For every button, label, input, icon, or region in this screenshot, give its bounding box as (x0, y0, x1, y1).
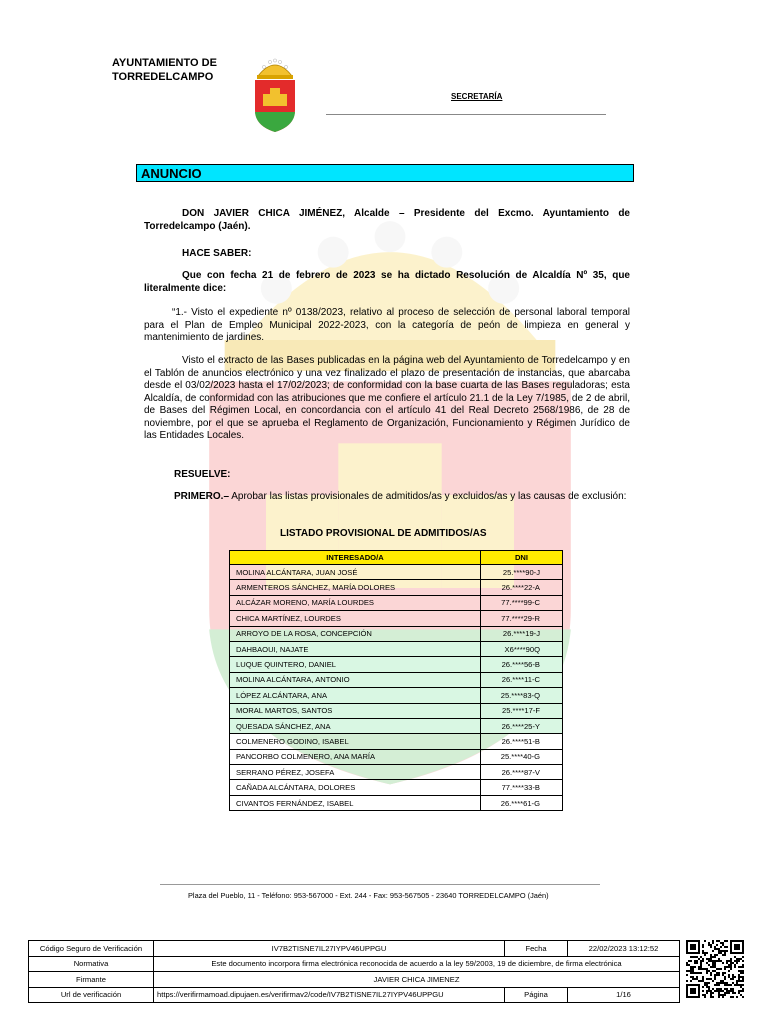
csv-url-value[interactable]: https://verifirmamoad.dipujaen.es/verifirmav2/code/IV7B2TISNE7IL27IYPV46UPPGU (154, 987, 505, 1003)
table-row (230, 688, 563, 703)
footer-address: Plaza del Pueblo, 11 - Teléfono: 953-567000 - Ext. 244 - Fax: 953-567505 - 23640 TORREDELCAMPO (Jaén) (188, 891, 549, 900)
row-dni: 26.****25-Y (481, 718, 563, 733)
qr-code-icon (686, 940, 744, 998)
csv-date-label: Fecha (505, 941, 568, 957)
verification-row-norm (29, 956, 680, 972)
row-dni: 26.****61-G (481, 795, 563, 810)
table-row (230, 595, 563, 610)
admitted-list-body (230, 565, 563, 811)
row-dni: 25.****83-Q (481, 688, 563, 703)
resuelve-heading: RESUELVE: (174, 469, 231, 480)
row-name: ARMENTEROS SÁNCHEZ, MARÍA DOLORES (230, 580, 481, 595)
list-title: LISTADO PROVISIONAL DE ADMITIDOS/AS (280, 528, 487, 539)
row-name: MOLINA ALCÁNTARA, ANTONIO (230, 672, 481, 687)
csv-code-label: Código Seguro de Verificación (29, 941, 154, 957)
table-row (230, 657, 563, 672)
org-name-line2: TORREDELCAMPO (112, 71, 214, 83)
row-dni: 25.****17-F (481, 703, 563, 718)
row-name: MOLINA ALCÁNTARA, JUAN JOSÉ (230, 565, 481, 580)
verification-row-code (29, 941, 680, 957)
csv-url-label: Url de verificación (29, 987, 154, 1003)
row-name: MORAL MARTOS, SANTOS (230, 703, 481, 718)
column-header-name: INTERESADO/A (230, 551, 481, 565)
row-name: CAÑADA ALCÁNTARA, DOLORES (230, 780, 481, 795)
csv-norm-value: Este documento incorpora firma electrónica reconocida de acuerdo a la ley 59/2003, 19 de diciembre, de firma electrónica (154, 956, 680, 972)
table-row (230, 565, 563, 580)
announcement-banner: ANUNCIO (136, 164, 634, 182)
table-row (230, 611, 563, 626)
intro-paragraph: DON JAVIER CHICA JIMÉNEZ, Alcalde – Presidente del Excmo. Ayuntamiento de Torredelcampo (Jaén). (144, 208, 630, 232)
row-name: SERRANO PÉREZ, JOSEFA (230, 765, 481, 780)
csv-signer-value: JAVIER CHICA JIMENEZ (154, 972, 680, 988)
table-row (230, 718, 563, 733)
department-label: SECRETARÍA (451, 92, 503, 101)
table-row (230, 626, 563, 641)
org-name (112, 56, 217, 84)
row-dni: 26.****19-J (481, 626, 563, 641)
org-name-line1: AYUNTAMIENTO DE (112, 57, 217, 69)
row-dni: X6****90Q (481, 641, 563, 656)
row-dni: 25.****40-G (481, 749, 563, 764)
primero-paragraph (174, 491, 630, 504)
table-row (230, 641, 563, 656)
primero-text: Aprobar las listas provisionales de admitidos/as y excluidos/as y las causas de exclusión: (229, 491, 627, 502)
row-dni: 77.****99-C (481, 595, 563, 610)
csv-page-value: 1/16 (568, 987, 680, 1003)
header-divider (326, 114, 606, 115)
table-row (230, 795, 563, 810)
row-dni: 77.****33-B (481, 780, 563, 795)
row-dni: 26.****56-B (481, 657, 563, 672)
table-header-row (230, 551, 563, 565)
csv-page-label: Página (505, 987, 568, 1003)
row-name: LUQUE QUINTERO, DANIEL (230, 657, 481, 672)
table-row (230, 734, 563, 749)
row-dni: 26.****22-A (481, 580, 563, 595)
row-dni: 26.****11-C (481, 672, 563, 687)
table-row (230, 780, 563, 795)
table-row (230, 672, 563, 687)
row-dni: 77.****29-R (481, 611, 563, 626)
row-dni: 25.****90-J (481, 565, 563, 580)
table-row (230, 765, 563, 780)
csv-code-value: IV7B2TISNE7IL27IYPV46UPPGU (154, 941, 505, 957)
csv-signer-label: Firmante (29, 972, 154, 988)
hace-saber-heading: HACE SABER: (182, 248, 252, 259)
row-name: COLMENERO GODINO, ISABEL (230, 734, 481, 749)
row-name: ARROYO DE LA ROSA, CONCEPCIÓN (230, 626, 481, 641)
paragraph-bases: Visto el extracto de las Bases publicadas en la página web del Ayuntamiento de Torredelcampo y en el Tablón de anuncios electrónico y una vez finalizado el plazo de presentación de instancias, que abarcaba desde el 03/02/2023 hasta el 17/02/2023; de conformidad con la base cuarta de las Bases reguladoras; esta Alcaldía, de conformidad con las atribuciones que me confiere el artículo 21.1 de la Ley 7/1985, de 2 de abril, de Bases del Régimen Local, en concordancia con el artículo 41 del Real Decreto 2568/1986, de 28 de noviembre, por el que se aprueba el Reglamento de Organización, Funcionamiento y Régimen Jurídico de las Entidades Locales. (144, 355, 630, 441)
column-header-dni: DNI (481, 551, 563, 565)
csv-date-value: 22/02/2023 13:12:52 (568, 941, 680, 957)
row-name: PANCORBO COLMENERO, ANA MARÍA (230, 749, 481, 764)
table-row (230, 703, 563, 718)
row-name: LÓPEZ ALCÁNTARA, ANA (230, 688, 481, 703)
table-row (230, 749, 563, 764)
row-name: CIVANTOS FERNÁNDEZ, ISABEL (230, 795, 481, 810)
row-dni: 26.****51-B (481, 734, 563, 749)
table-row (230, 580, 563, 595)
row-dni: 26.****87-V (481, 765, 563, 780)
verification-row-url (29, 987, 680, 1003)
footer-divider (160, 884, 600, 885)
paragraph-expediente: “1.- Visto el expediente nº 0138/2023, relativo al proceso de selección de personal laboral temporal para el Plan de Empleo Municipal 2022-2023, con la categoría de peón de limpieza en general y mantenimiento de jardines. (144, 307, 630, 343)
row-name: DAHBAOUI, NAJATE (230, 641, 481, 656)
row-name: ALCÁZAR MORENO, MARÍA LOURDES (230, 595, 481, 610)
csv-norm-label: Normativa (29, 956, 154, 972)
coat-of-arms-icon (252, 54, 298, 132)
row-name: QUESADA SÁNCHEZ, ANA (230, 718, 481, 733)
verification-table (28, 940, 680, 1003)
admitted-list-table (229, 550, 563, 811)
row-name: CHICA MARTÍNEZ, LOURDES (230, 611, 481, 626)
resolution-paragraph: Que con fecha 21 de febrero de 2023 se ha dictado Resolución de Alcaldía Nº 35, que literalmente dice: (144, 270, 630, 294)
verification-row-signer (29, 972, 680, 988)
primero-label: PRIMERO.– (174, 491, 230, 502)
